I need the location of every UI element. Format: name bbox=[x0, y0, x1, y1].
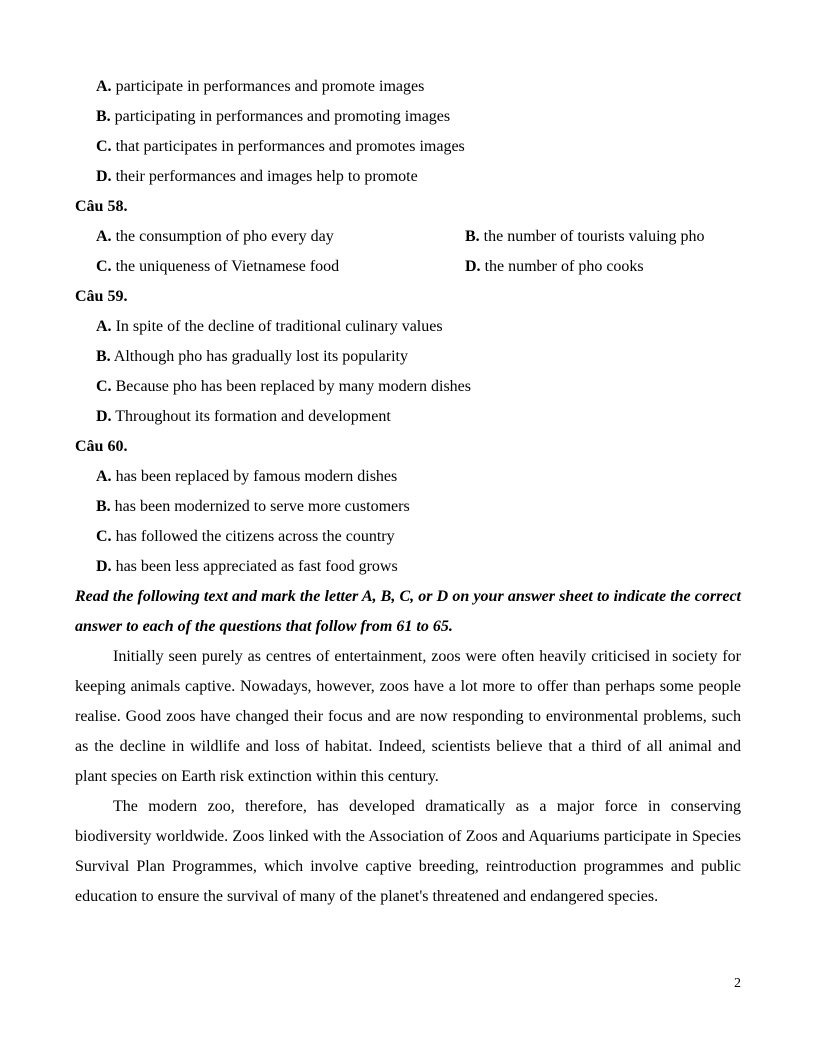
option-letter: D. bbox=[96, 408, 112, 425]
option-text: participate in performances and promote images bbox=[115, 78, 425, 95]
option-letter: A. bbox=[96, 78, 112, 95]
option-line bbox=[75, 132, 741, 162]
option-line bbox=[75, 492, 741, 522]
option-text: In spite of the decline of traditional culinary values bbox=[115, 318, 443, 335]
option-line bbox=[75, 342, 741, 372]
passage-paragraph-1: Initially seen purely as centres of entertainment, zoos were often heavily criticised in society for keeping animals captive. Nowadays, however, zoos have a lot more to offer than perhaps some people realise. Good zoos have changed their focus and are now responding to environmental problems, such as the decline in wildlife and loss of habitat. Indeed, scientists believe that a third of all animal and plant species on Earth risk extinction within this century. bbox=[75, 648, 741, 785]
option-text: the number of pho cooks bbox=[484, 258, 644, 275]
option-letter: C. bbox=[96, 528, 112, 545]
option-text: Throughout its formation and development bbox=[115, 408, 391, 425]
option-text: their performances and images help to promote bbox=[115, 168, 418, 185]
option-line bbox=[75, 72, 741, 102]
question-60-label: Câu 60. bbox=[75, 438, 128, 455]
option-line bbox=[75, 312, 741, 342]
option-line bbox=[465, 222, 741, 252]
option-text: the number of tourists valuing pho bbox=[483, 228, 705, 245]
option-letter: A. bbox=[96, 318, 112, 335]
reading-passage bbox=[75, 642, 741, 912]
page-number: 2 bbox=[734, 976, 741, 991]
option-line bbox=[75, 162, 741, 192]
passage-paragraph-2: The modern zoo, therefore, has developed dramatically as a major force in conserving biodiversity worldwide. Zoos linked with the Association of Zoos and Aquariums participate in Species Survival Plan Programmes, which involve captive breeding, reintroduction programmes and public education to ensure the survival of many of the planet's threatened and endangered species. bbox=[75, 798, 741, 905]
option-letter: B. bbox=[96, 108, 111, 125]
option-row bbox=[75, 252, 741, 282]
option-letter: A. bbox=[96, 228, 112, 245]
option-row bbox=[75, 222, 741, 252]
option-text: has been replaced by famous modern dishes bbox=[115, 468, 398, 485]
option-letter: A. bbox=[96, 468, 112, 485]
option-line bbox=[75, 522, 741, 552]
option-letter: D. bbox=[96, 168, 112, 185]
option-letter: C. bbox=[96, 138, 112, 155]
question-57-options bbox=[75, 72, 741, 192]
option-letter: B. bbox=[465, 228, 480, 245]
option-text: Although pho has gradually lost its popularity bbox=[113, 348, 408, 365]
option-letter: D. bbox=[96, 558, 112, 575]
option-line bbox=[75, 552, 741, 582]
option-text: the uniqueness of Vietnamese food bbox=[115, 258, 340, 275]
question-58-options bbox=[75, 222, 741, 282]
option-letter: D. bbox=[465, 258, 481, 275]
option-line bbox=[75, 252, 465, 282]
option-letter: C. bbox=[96, 258, 112, 275]
option-letter: B. bbox=[96, 498, 111, 515]
option-text: the consumption of pho every day bbox=[115, 228, 334, 245]
option-line bbox=[75, 402, 741, 432]
option-line bbox=[465, 252, 741, 282]
question-59-label: Câu 59. bbox=[75, 288, 128, 305]
question-59-options bbox=[75, 312, 741, 432]
question-60-options bbox=[75, 462, 741, 582]
section-instruction: Read the following text and mark the letter A, B, C, or D on your answer sheet to indicate the correct answer to each of the questions that follow from 61 to 65. bbox=[75, 588, 741, 635]
option-line bbox=[75, 372, 741, 402]
option-line bbox=[75, 462, 741, 492]
option-letter: B. bbox=[96, 348, 111, 365]
option-line bbox=[75, 222, 465, 252]
option-text: has been less appreciated as fast food grows bbox=[115, 558, 398, 575]
option-line bbox=[75, 102, 741, 132]
option-text: that participates in performances and promotes images bbox=[115, 138, 465, 155]
option-text: has been modernized to serve more customers bbox=[114, 498, 410, 515]
option-letter: C. bbox=[96, 378, 112, 395]
question-58-label: Câu 58. bbox=[75, 198, 128, 215]
option-text: participating in performances and promoting images bbox=[114, 108, 451, 125]
option-text: Because pho has been replaced by many modern dishes bbox=[115, 378, 471, 395]
option-text: has followed the citizens across the country bbox=[115, 528, 395, 545]
